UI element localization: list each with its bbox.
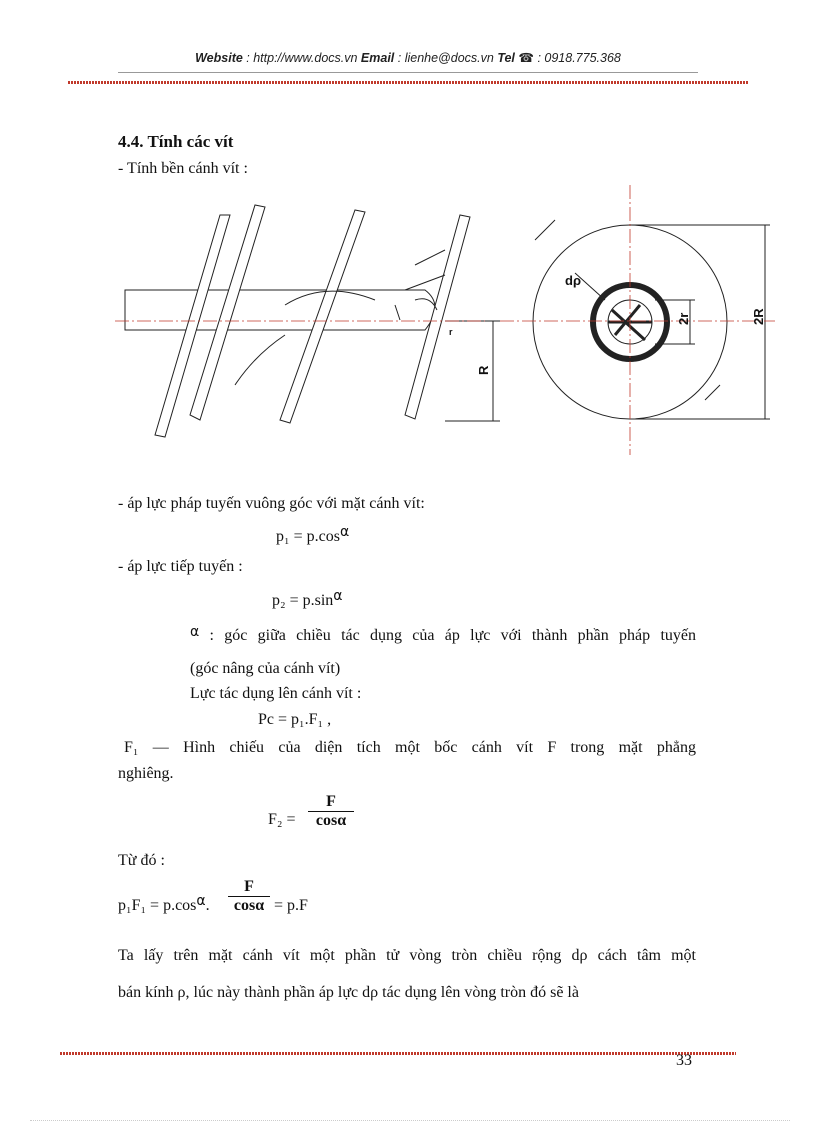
alpha-description: α : góc giữa chiều tác dụng của áp lực với thành phần pháp tuyến: [190, 624, 696, 644]
page-number: 33: [676, 1052, 692, 1069]
f1-description: F₁ — Hình chiếu của diện tích một bốc cánh vít F trong mặt phẳng: [124, 739, 696, 756]
label-2R: 2R: [751, 308, 766, 325]
f1-description-2: nghiêng.: [118, 765, 174, 782]
p2-formula: p₂ = p.sinα: [272, 588, 343, 609]
section-title: 4.4. Tính các vít: [118, 132, 234, 151]
label-R: R: [476, 365, 491, 375]
header-divider: [68, 81, 748, 84]
paragraph-line-2: bán kính ρ, lúc này thành phần áp lực dρ tác dụng lên vòng tròn đó sẽ là: [118, 984, 579, 1001]
bottom-dotted-rule: [30, 1120, 790, 1121]
tel-value: : 0918.775.368: [533, 51, 621, 65]
email-label: Email: [360, 51, 395, 65]
eq-fraction: $\frac{F}{\cos\alpha}$: [228, 878, 270, 915]
label-dp: dρ: [565, 273, 581, 288]
f2-lhs: F₂ =: [268, 811, 296, 828]
p1-formula: p₁ = p.cosα: [276, 524, 350, 545]
tangent-pressure-text: - áp lực tiếp tuyến :: [118, 558, 243, 575]
email-value: : lienhe@docs.vn: [394, 51, 498, 65]
tudo-text: Từ đó :: [118, 852, 165, 869]
eq-lhs: p₁F₁ = p.cosα.: [118, 893, 210, 914]
force-intro: Lực tác dụng lên cánh vít :: [190, 685, 362, 702]
label-2r: 2r: [676, 312, 691, 325]
page-header: [0, 50, 816, 65]
screw-diagram: [115, 185, 785, 465]
website-value: : http://www.docs.vn: [242, 51, 361, 65]
header-rule: [118, 72, 698, 73]
intro-text: - Tính bền cánh vít :: [118, 160, 248, 177]
eq-rhs: = p.F: [274, 897, 308, 914]
footer-divider: [60, 1052, 736, 1055]
paragraph-line-1: Ta lấy trên mặt cánh vít một phần tử vòng tròn chiều rộng dρ cách tâm một: [118, 947, 696, 964]
label-r: r: [449, 327, 453, 337]
normal-pressure-text: - áp lực pháp tuyến vuông góc với mặt cánh vít:: [118, 495, 425, 512]
pc-formula: Pc = p₁.F₁ ,: [258, 711, 332, 728]
phone-icon: ☎: [518, 51, 534, 65]
tel-label: Tel: [497, 51, 515, 65]
f2-fraction: $\frac{F}{\cos\alpha}$: [308, 793, 354, 830]
alpha-description-2: (góc nâng của cánh vít): [190, 660, 341, 677]
website-label: Website: [195, 51, 243, 65]
